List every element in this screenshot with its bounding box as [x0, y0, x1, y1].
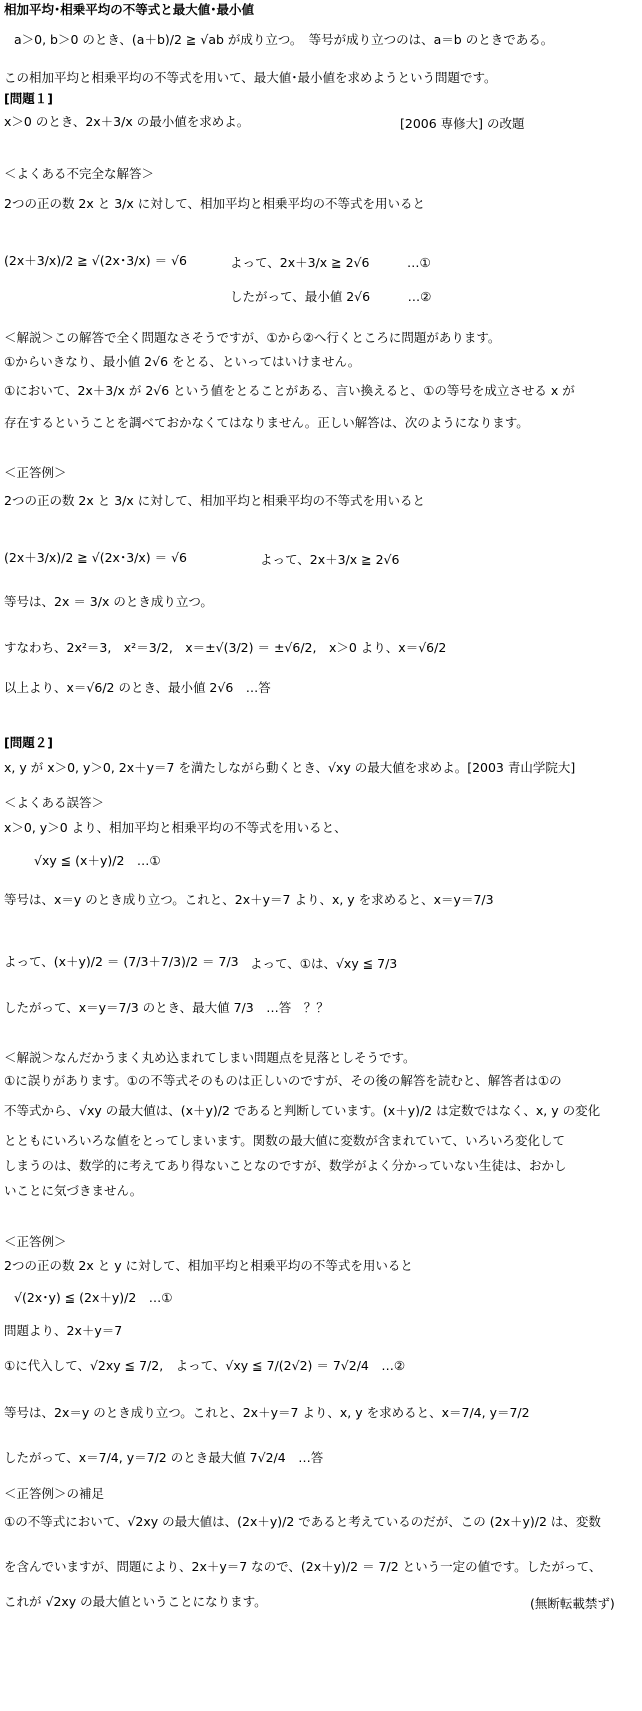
- problem1-correct-line-5: すなわち、2x²＝3, x²＝3/2, x＝±√(3/2) ＝ ±√6/2, x＞0 より、x＝√6/2: [4, 640, 447, 655]
- problem1-common-line-1: 2つの正の数 2x と 3/x に対して、相加平均と相乗平均の不等式を用いると: [4, 196, 426, 211]
- problem2-explain-line-4: しまうのは、数学的に考えてあり得ないことなのですが、数学がよく分かっていない生徒は、おかし: [4, 1158, 567, 1173]
- problem2-heading: [問題２]: [4, 735, 53, 750]
- intro-line-1: a＞0, b＞0 のとき、(a＋b)/2 ≧ √ab が成り立つ。 等号が成り立つのは、a＝b のときである。: [14, 32, 554, 47]
- problem1-common-line-4: したがって、最小値 2√6 …②: [230, 289, 432, 304]
- problem2-explain-line-5: いことに気づきません。: [4, 1183, 143, 1198]
- problem2-correct-line-5: 等号は、2x＝y のとき成り立つ。これと、2x＋y＝7 より、x, y を求めると、x＝7/4, y＝7/2: [4, 1405, 530, 1420]
- problem2-supplement-line-1: ①の不等式において、√2xy の最大値は、(2x＋y)/2 であると考えているのだが、この (2x＋y)/2 は、変数: [4, 1514, 601, 1529]
- problem1-explain-line-3: 存在するということを調べておかなくてはなりません。正しい解答は、次のようになります。: [4, 415, 529, 430]
- problem2-common-line-5: よって、①は、√xy ≦ 7/3: [250, 956, 398, 971]
- problem1-correct-line-6: 以上より、x＝√6/2 のとき、最小値 2√6 …答: [4, 680, 271, 695]
- problem2-explain-heading: ＜解説＞なんだかうまく丸め込まれてしまい問題点を見落としそうです。: [4, 1050, 416, 1065]
- problem2-common-heading: ＜よくある誤答＞: [4, 795, 105, 810]
- problem2-common-line-1: x＞0, y＞0 より、相加平均と相乗平均の不等式を用いると、: [4, 820, 347, 835]
- problem2-supplement-line-3: これが √2xy の最大値ということになります。: [4, 1594, 267, 1609]
- problem1-correct-heading: ＜正答例＞: [4, 465, 67, 480]
- problem2-supplement-line-2: を含んでいますが、問題により、2x＋y＝7 なので、(2x＋y)/2 ＝ 7/2 という一定の値です。したがって、: [4, 1559, 602, 1574]
- problem1-explain-heading: ＜解説＞この解答で全く問題なさそうですが、①から②へ行くところに問題があります。: [4, 330, 501, 345]
- problem2-explain-line-3: とともにいろいろな値をとってしまいます。関数の最大値に変数が含まれていて、いろいろ変化して: [4, 1133, 566, 1148]
- problem1-correct-line-2: (2x＋3/x)/2 ≧ √(2x･3/x) ＝ √6: [4, 550, 187, 565]
- problem2-common-line-3: 等号は、x＝y のとき成り立つ。これと、2x＋y＝7 より、x, y を求めると、x＝y＝7/3: [4, 892, 494, 907]
- problem1-source: [2006 専修大] の改題: [400, 116, 525, 131]
- problem1-common-line-3: よって、2x＋3/x ≧ 2√6 …①: [230, 255, 431, 270]
- problem1-heading: [問題１]: [4, 91, 53, 106]
- page-title: 相加平均･相乗平均の不等式と最大値･最小値: [4, 2, 255, 17]
- problem1-correct-line-1: 2つの正の数 2x と 3/x に対して、相加平均と相乗平均の不等式を用いると: [4, 493, 426, 508]
- problem2-explain-line-2: 不等式から、√xy の最大値は、(x＋y)/2 であると判断しています。(x＋y)/2 は定数ではなく、x, y の変化: [4, 1103, 601, 1118]
- problem2-correct-line-2: √(2x･y) ≦ (2x＋y)/2 …①: [14, 1290, 173, 1305]
- problem1-common-line-2: (2x＋3/x)/2 ≧ √(2x･3/x) ＝ √6: [4, 253, 187, 268]
- problem2-common-line-4: よって、(x＋y)/2 ＝ (7/3＋7/3)/2 ＝ 7/3: [4, 954, 239, 969]
- problem2-correct-line-6: したがって、x＝7/4, y＝7/2 のとき最大値 7√2/4 …答: [4, 1450, 324, 1465]
- problem1-correct-line-4: 等号は、2x ＝ 3/x のとき成り立つ。: [4, 594, 213, 609]
- problem1-explain-line-2: ①において、2x＋3/x が 2√6 という値をとることがある、言い換えると、①の等号を成立させる x が: [4, 383, 575, 398]
- footer-note: (無断転載禁ず): [530, 1596, 615, 1611]
- problem2-common-line-2: √xy ≦ (x＋y)/2 …①: [34, 853, 161, 868]
- problem1-explain-line-1: ①からいきなり、最小値 2√6 をとる、といってはいけません。: [4, 354, 361, 369]
- problem1-question: x＞0 のとき、2x＋3/x の最小値を求めよ。: [4, 114, 250, 129]
- problem2-correct-heading: ＜正答例＞: [4, 1234, 67, 1249]
- problem2-correct-line-1: 2つの正の数 2x と y に対して、相加平均と相乗平均の不等式を用いると: [4, 1258, 413, 1273]
- problem2-common-line-6: したがって、x＝y＝7/3 のとき、最大値 7/3 …答 ？？: [4, 1000, 329, 1015]
- problem1-common-heading: ＜よくある不完全な解答＞: [4, 166, 155, 181]
- intro-line-2: この相加平均と相乗平均の不等式を用いて、最大値･最小値を求めようという問題です。: [4, 70, 497, 85]
- problem2-correct-line-3: 問題より、2x＋y＝7: [4, 1323, 123, 1338]
- problem2-supplement-heading: ＜正答例＞の補足: [4, 1486, 105, 1501]
- problem2-explain-line-1: ①に誤りがあります。①の不等式そのものは正しいのですが、その後の解答を読むと、解答者は①の: [4, 1073, 562, 1088]
- problem2-correct-line-4: ①に代入して、√2xy ≦ 7/2, よって、√xy ≦ 7/(2√2) ＝ 7√2/4 …②: [4, 1358, 406, 1373]
- problem2-question: x, y が x＞0, y＞0, 2x＋y＝7 を満たしながら動くとき、√xy の最大値を求めよ。[2003 青山学院大]: [4, 760, 576, 775]
- problem1-correct-line-3: よって、2x＋3/x ≧ 2√6: [260, 552, 400, 567]
